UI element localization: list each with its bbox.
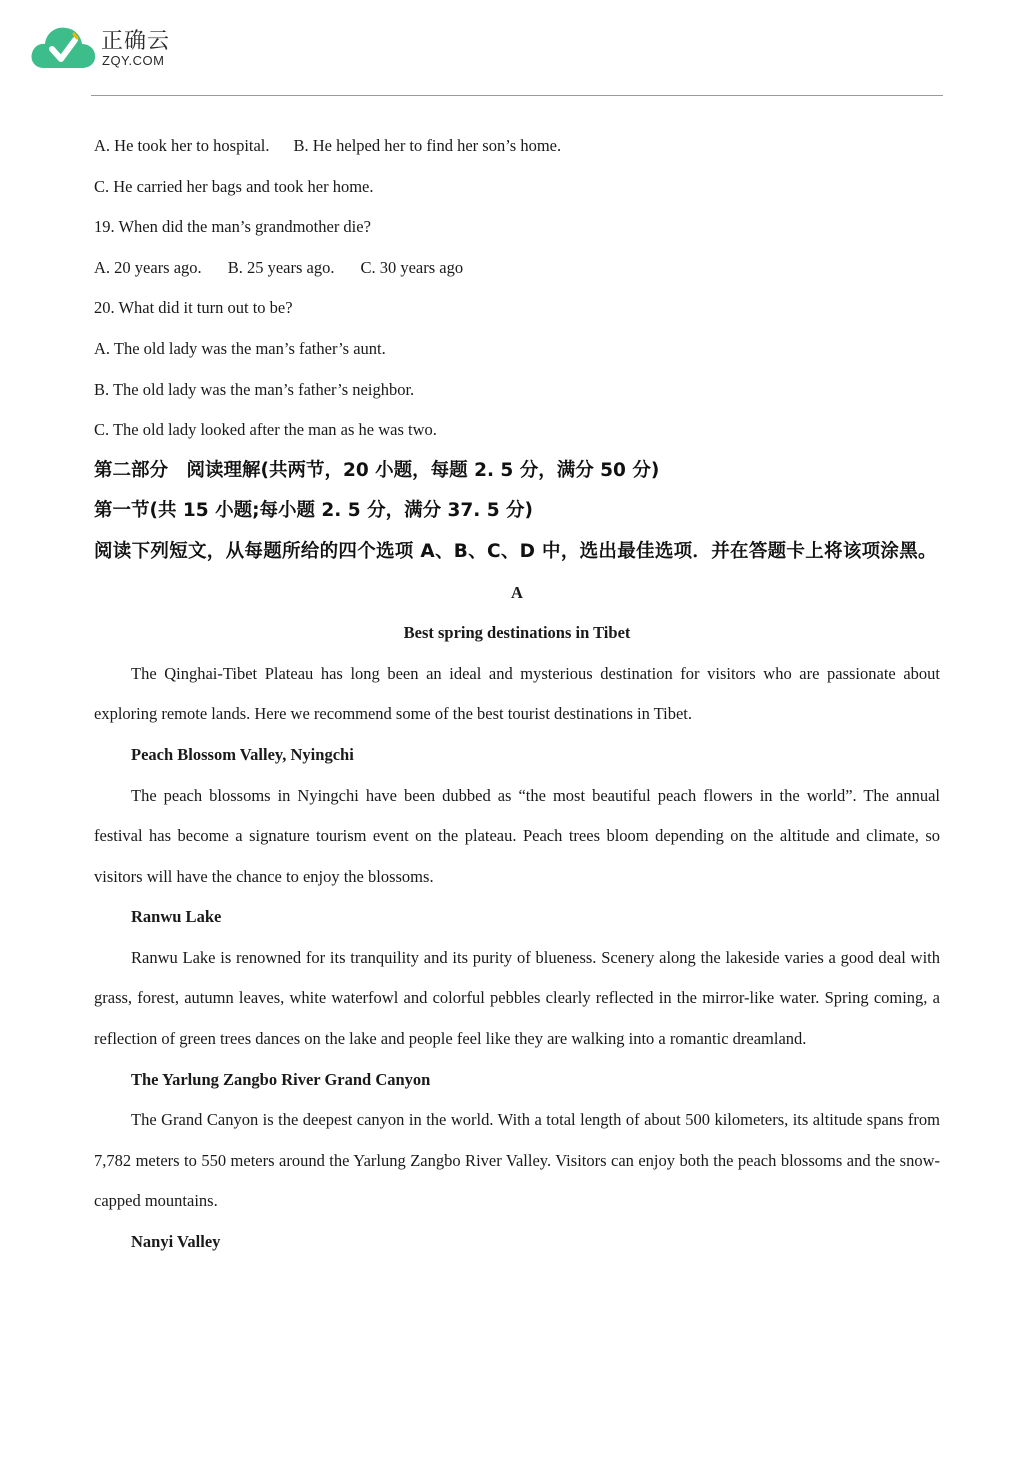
q18-option-c: C. He carried her bags and took her home.	[94, 176, 374, 196]
q20-option-a: A. The old lady was the man’s father’s aunt.	[94, 338, 386, 358]
cloud-check-icon	[30, 22, 96, 72]
q19-options	[94, 248, 940, 289]
paragraph-ranwu-lake: Ranwu Lake is renowned for its tranquility and its purity of blueness. Scenery along the lakeside varies a good deal with grass, forest, autumn leaves, white waterfowl and colorful pebbles clearly reflected in the mirror-like water. Spring coming, a reflection of green trees dances on the lake and people feel like they are walking into a romantic dreamland.	[94, 947, 940, 1049]
paragraph-grand-canyon: The Grand Canyon is the deepest canyon in the world. With a total length of about 500 kilometers, its altitude spans from 7,782 meters to 550 meters around the Yarlung Zangbo River Valley. Visitors can enjoy both the peach blossoms and the snow-capped mountains.	[94, 1110, 940, 1211]
heading-nanyi-valley: Nanyi Valley	[131, 1232, 221, 1252]
q18-option-a: A. He took her to hospital.	[94, 136, 270, 155]
q18-options-ab	[94, 126, 940, 167]
q19-option-a: A. 20 years ago.	[94, 257, 202, 277]
q20-option-c: C. The old lady looked after the man as he was two.	[94, 420, 437, 440]
q20-stem: 20. What did it turn out to be?	[94, 298, 293, 318]
header-divider	[91, 95, 943, 96]
paragraph-peach-blossom: The peach blossoms in Nyingchi have been dubbed as “the most beautiful peach flowers in the world”. The annual festival has become a signature tourism event on the plateau. Peach trees bloom depending on the altitude and climate, so visitors will have the chance to enjoy the blossoms.	[94, 785, 940, 886]
section-one-title: 第一节(共 15 小题;每小题 2. 5 分，满分 37. 5 分)	[94, 500, 533, 522]
passage-label: A	[511, 582, 523, 602]
q18-option-b: B. He helped her to find her son’s home.	[293, 136, 562, 155]
heading-ranwu-lake: Ranwu Lake	[131, 907, 222, 927]
brand-logo	[30, 22, 190, 74]
reading-instructions: 阅读下列短文，从每题所给的四个选项 A、B、C、D 中，选出最佳选项．并在答题卡上将该项涂黑。	[94, 540, 937, 562]
q20-option-b: B. The old lady was the man’s father’s neighbor.	[94, 379, 415, 399]
passage-intro: The Qinghai-Tibet Plateau has long been an ideal and mysterious destination for visitors who are passionate about exploring remote lands. Here we recommend some of the best tourist destinations in Tibet.	[94, 663, 940, 724]
document-body	[94, 126, 940, 1263]
passage-title: Best spring destinations in Tibet	[403, 623, 631, 643]
q19-option-b: B. 25 years ago.	[227, 257, 335, 277]
part-two-title: 第二部分 阅读理解(共两节，20 小题，每题 2. 5 分，满分 50 分)	[94, 459, 660, 481]
q19-option-c: C. 30 years ago	[360, 257, 464, 277]
heading-grand-canyon: The Yarlung Zangbo River Grand Canyon	[131, 1069, 431, 1089]
logo-text-cn: 正确云	[101, 29, 171, 54]
logo-text-en: ZQY.COM	[102, 53, 165, 68]
heading-peach-blossom-valley: Peach Blossom Valley, Nyingchi	[131, 744, 354, 764]
q19-stem: 19. When did the man’s grandmother die?	[94, 217, 371, 237]
